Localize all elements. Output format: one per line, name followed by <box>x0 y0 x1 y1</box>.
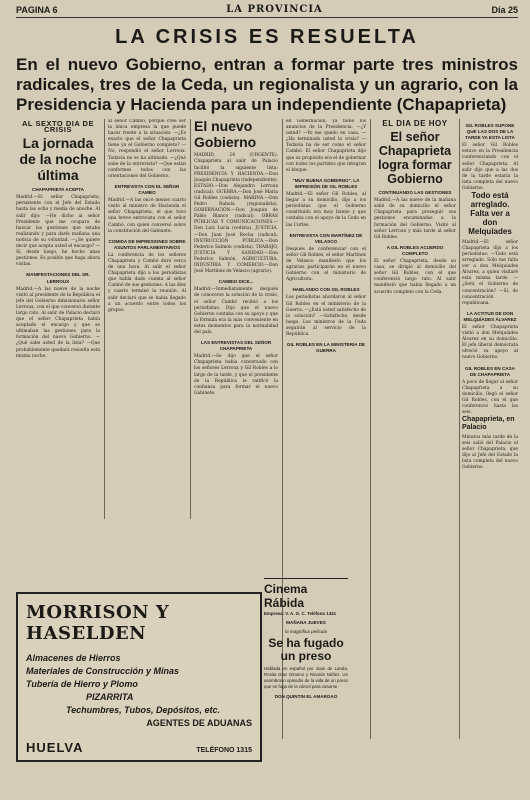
column-4 <box>286 119 366 531</box>
col5-sub2: A GIL ROBLES ACUERDO COMPLETO <box>386 244 444 256</box>
col1-title: La jornada de la noche última <box>19 135 97 183</box>
column-rule <box>459 119 460 739</box>
column-1 <box>16 119 100 519</box>
masthead: LA PROVINCIA <box>226 4 323 15</box>
cinema-listing <box>264 578 348 701</box>
column-rule <box>190 119 191 519</box>
col4-sub3: HABLANDO CON GIL ROBLES <box>292 287 360 293</box>
col4-sub1: "MUY BUENA GOBIERNO". LA IMPRESIÓN DE GIL ROBLES <box>292 177 360 189</box>
col6-text5: Minutos más tarde de la seis salió del Palacio el señor Chapaprieta, que dijo al Jefe del Estado la lista completa del nuevo Gobierno. <box>462 434 518 471</box>
col1-text2: Madrid.—A las nueve de la noche visitó al presidente de la República el jefe del Gobierno dimisionario señor Lerroux, con el que conversó durante largo rato. Al salir de Palacio declaró que el señor Chapaprieta había aceptado el encargo y que se ultimaban las gestiones para la formación del nuevo Gobierno. —¿Qué sabe usted de la lista? —Que probablemente quedará resuelta esta misma noche. <box>16 286 100 359</box>
col6-sub3: LA ACTITUD DE DON MELQUÍADES ÁLVAREZ <box>463 310 517 322</box>
col6-sub2: Todo está arreglado. Falta ver a don Melquíades <box>468 191 512 236</box>
col3-text2: Madrid.—Inmediatamente después de conocerse la solución de la crisis, el señor Cambó recibió a los periodistas. Dijo que el nuevo Gobierno contaba con su apoyo y que la fórmula era la más conveniente en estos momentos para la normalidad del país. <box>194 287 278 335</box>
col5-text1: Madrid.—A las nueve de la mañana salió de su domicilio el señor Chapaprieta para proseguir sus gestiones encaminadas a la formación del Gobierno. Visitó al señor Lerroux y más tarde al señor Gil Robles. <box>374 198 456 240</box>
cinema-info: Empresa: V. A. G. C. Teléfono 1341 <box>264 611 337 616</box>
cinema-name: Cinema Rábida <box>264 582 308 610</box>
col1-sub1: CHAPAPRIETA ACEPTA <box>32 187 84 193</box>
ad-company-name: MORRISON Y HASELDEN <box>26 602 170 644</box>
col2-sub2: COMIDA DE IMPRESIONES SOBRE ASUNTOS PARLAMENTARIOS <box>108 238 186 250</box>
ad-line: AGENTES DE ADUANAS <box>146 718 252 728</box>
advertisement-morrison-haselden <box>16 592 262 762</box>
col5-kicker: EL DIA DE HOY <box>382 119 448 128</box>
ad-line: Tubería de Hierro y Plomo <box>26 679 138 689</box>
page-title: LA CRISIS ES RESUELTA <box>115 26 419 48</box>
col1-sub2: MANIFESTACIONES DEL SR. LERROUX <box>26 272 90 284</box>
column-5 <box>374 119 456 639</box>
ad-phone: TELÉFONO 1315 <box>196 747 252 754</box>
col4-text4: Los periodistas abordaron al señor Gil Robles en el ministerio de la Guerra. —¿Está usted satisfecho de la solución? —Satisfecho, desde luego. Los ministros de la Ceda seguirán al servicio de la República. <box>286 295 366 337</box>
col2-sub1: ENTREVISTA CON EL SEÑOR CAMBO <box>114 183 180 196</box>
ad-city: HUELVA <box>26 740 84 755</box>
page-date: Día 25 <box>491 5 518 15</box>
ad-line: Techumbres, Tubos, Depósitos, etc. <box>66 705 221 715</box>
film-title: Se ha fugado un preso <box>268 636 344 663</box>
col4-text3: Después de conferenciar con el señor Gil Robles, el señor Martínez de Velasco manifestó que los agrarios participarán en el nuevo Gobierno con el ministerio de Agricultura. <box>286 246 366 283</box>
ad-line: Almacenes de Hierros <box>26 653 121 663</box>
col3-sub1: CAMBIO DICE... <box>218 279 254 285</box>
col3-text3: Madrid.—Se dijo que el señor Chapaprieta había conversado con los señores Lerroux y Gil Robles a lo largo de la tarde, y que el presidente de la República le ratificó la confianza para formar el nuevo Gabinete. <box>194 354 278 396</box>
col4-sub2: ENTREVISTA CON MARTÍNEZ DE VELASCO <box>289 232 363 244</box>
col6-text4: A poco de llegar el señor Chapaprieta a su domicilio, llegó el señor Gil Robles, con el que conferenció hasta las seis. <box>462 379 518 416</box>
ad-line: PIZARRITA <box>86 692 134 702</box>
col6-sub1: GIL ROBLES SUPONE QUE LAS DOS DE LA TARDE YA ESTA LISTA <box>465 123 515 141</box>
col6-text2: Madrid.—El señor Chapaprieta dijo a los periodistas: —Todo está arreglado. Sólo me falta ver a don Melquíades Álvarez, a quien visitaré esta misma tarde. —¿Será el Gobierno de concentración? —Sí, de concentración republicana. <box>462 239 518 306</box>
col1-text1: Madrid.—El señor Chapaprieta, persistente con el Jefe del Estado hasta las ocho y media de anoche. Al salir dijo: —He dicho al señor Presidente que me ocupara de buscar las gestiones que estaba realizando y para darle mañana una noticia de su voluntad. —¿Se quiere decir que acepta usted el encargo? —Sí, desde luego, he hecho unas gestiones. Es posible que haga ahora visitas. <box>16 195 100 268</box>
col1-kicker: AL SEXTO DIA DE CRISIS <box>22 119 94 135</box>
col3-sub2: LAS ENTREVISTAS DEL SEÑOR CHAPAPRIETA <box>200 340 272 352</box>
col5-title: El señor Chapaprieta logra formar Gobierno <box>378 130 452 187</box>
col6-text3: El señor Chapaprieta visitó a don Melquíades Álvarez en su domicilio. El jefe liberal demócrata ofreció su apoyo al nuevo Gobierno. <box>462 325 518 361</box>
column-3 <box>194 119 278 519</box>
col2-text2: La conferencia de los señores Chapaprieta y Cambó duró cerca de una hora. Al salir el señor Chapaprieta dijo a los periodistas que había dado cuenta al señor Cambó de sus gestiones. A las diez y cuarto terminó la reunión. Al salir declaró que se había llegado a un acuerdo entre todos los grupos. <box>108 252 186 313</box>
col4-sub4: GIL ROBLES EN LA MINISTERIA DE GUERRA <box>286 342 366 354</box>
cinema-sub1: MAÑANA JUEVES <box>286 620 326 625</box>
col6-title2: Chapaprieta, en Palacio <box>462 416 515 432</box>
col4-text2: Madrid.—El señor Gil Robles, al llegar a su domicilio, dijo a los periodistas que el Gobierno constituido era muy bueno y que contaba con el apoyo de la Ceda en las Cortes. <box>286 192 366 228</box>
col4-text1: en Gobernación, ya tiene los anuncios de la Presidencia. —¿Y usted? —Yo me quedo en casa. —¿Ha terminado usted la crisis? —Todavía ha de ser como el señor Cambó. El señor Chapaprieta dijo que su propósito era el de gobernar con todos los partidos que integran el bloque. <box>286 119 366 173</box>
column-rule <box>104 119 105 519</box>
column-6 <box>462 119 518 739</box>
column-2 <box>108 119 186 519</box>
col5-sub1: CONTINUANDO LAS GESTIONES <box>378 190 452 196</box>
ad-line: Materiales de Construcción y Minas <box>26 666 180 676</box>
col2-text: al señor Cambó, porque cree ser la única empresa la que puede hacer frente a la situación. —¿Es exacto que el señor Chapaprieta tiene ya el Gobierno completo? —No, respondió el señor Lerroux. Todavía no se ha ultimado. —¿Qué sabe de la entrevista? —Que están conformes todos con las orientaciones del Gobierno. <box>108 119 186 179</box>
film-text: Hablada en español por Juan de Landa, Rosita Díaz Gimeno y Ricardo Núñez. Un asombroso episodio de la vida de un preso que se fuga de la cárcel para casarse. <box>264 666 348 689</box>
page-header <box>16 4 518 18</box>
col2-text1: Madrid.—A las once menos cuarto visitó al ministro de Hacienda el señor Chapaprieta, el que tuvo una breve entrevista con el señor Cambó, con quien conversó sobre la constitución del Gabinete. <box>108 198 186 234</box>
cinema-sub2: la magnífica película <box>285 629 327 634</box>
col6-sub4: GIL ROBLES EN CASA DE CHAPAPRIETA <box>465 365 515 377</box>
col5-text2: El señor Chapaprieta, desde su casa, se dirigió al domicilio del señor Gil Robles, con el que conferenció largo rato. Al salir manifestó que había llegado a un acuerdo completo con la Ceda. <box>374 259 456 295</box>
col3-text1: MADRID, 24 (URGENTE). Chapaprieta al salir de Palacio facilitó la siguiente lista: PRESIDENCIA Y HACIENDA.—Don Joaquín Chapaprieta (independiente). ESTADO.—Don Alejandro Lerroux (radical). GUERRA.—Don José María Gil Robles (cedista). MARINA.—Don Pedro Rahola (regionalista). GOBERNACIÓN.—Don Joaquín de Pablo Blanco (radical). OBRAS PÚBLICAS Y COMUNICACIONES.—Don Luis Lucia (cedista). JUSTICIA.—Don Juan José Rocha (radical). INSTRUCCIÓN PÚBLICA.—Don Federico Salmón (cedista). TRABAJO, JUSTICIA Y SANIDAD.—Don Federico Salmón. AGRICULTURA, INDUSTRIA Y COMERCIO.—Don José Martínez de Velasco (agrario). <box>194 153 278 275</box>
col3-title: El nuevo Gobierno <box>194 119 257 150</box>
column-rule <box>370 119 371 739</box>
main-headline: En el nuevo Gobierno, entran a formar parte tres ministros radicales, tres de la Ceda, un regionalista y un agrario, con la Presidencia y Hacienda para un independiente (Chapaprieta) <box>16 55 518 114</box>
cinema-sub3: DON QUINTIN EL AMARGAO <box>274 694 338 699</box>
col6-text1: El señor Gil Robles estuvo en la Presidencia conferenciando con el señor Chapaprieta. Al salir dijo que a las dos de la tarde estaría la lista completa del nuevo Gobierno. <box>462 143 518 191</box>
page-number: PAGINA 6 <box>16 5 58 15</box>
